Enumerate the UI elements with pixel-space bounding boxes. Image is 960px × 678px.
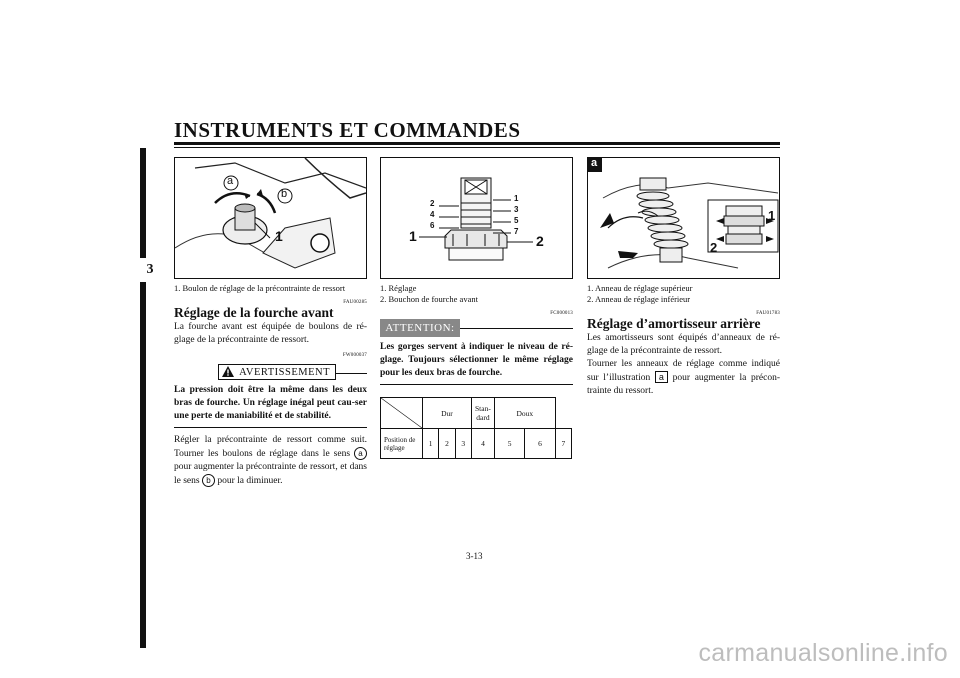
attention-label: ATTENTION: [380,319,460,337]
chapter-tab-bar [140,148,146,648]
figure-label-3: 3 [514,205,519,214]
figure-label-7: 7 [514,227,519,236]
boxed-a-icon: a [655,371,668,383]
section-heading: Réglage d’amortisseur arrière [587,316,761,331]
table-cell: 3 [455,429,471,459]
reference-code: FAU01783 [756,311,780,316]
figure-label-1-small: 1 [514,194,519,203]
procedure-text-1: Régler la précontrainte de ressort comme suit. Tourner les boulons de réglage dans le sens [174,435,367,459]
section-heading: Réglage de la fourche avant [174,305,334,320]
figure-label-2-large: 2 [536,233,544,249]
figure-label-4: 4 [430,210,435,219]
warning-header [174,362,367,384]
warning-code: FW000037 [342,353,367,358]
figure-caption-2: 2. Bouchon de fourche avant [380,294,478,304]
adjustment-table [380,397,572,459]
description-paragraph: Les amortisseurs sont équipés d’anneaux de ré-glage de la précontrainte de ressort. [587,333,780,356]
procedure-paragraph [174,434,367,488]
warning-text: La pression doit être la même dans les deux bras de fourche. Un réglage inégal peut cau-ser une perte de maniabilité et de stabilité. [174,385,367,421]
figure-label-5: 5 [514,216,519,225]
column-rear-shock [587,157,780,398]
table-cell: 2 [439,429,455,459]
figure-label-2: 2 [430,199,435,208]
figure-label-2: 2 [710,240,718,255]
page-title: INSTRUMENTS ET COMMANDES [174,118,521,142]
fork-cap-illustration [380,157,573,279]
procedure-text-1: Tourner les anneaux de réglage comme indiqué sur l’illustration [587,359,780,383]
circled-b-icon: b [202,474,215,487]
header-rule [174,142,780,145]
table-header-doux: Doux [494,398,555,429]
column-front-fork [174,157,367,488]
procedure-text-2: pour augmenter la précon-trainte du ressort. [587,373,780,396]
table-cell: 7 [555,429,571,459]
attention-text: Les gorges servent à indiquer le niveau de ré-glage. Toujours sélectionner le même réglage pour les deux bras de fourche. [380,342,573,378]
reference-code: FC000013 [550,311,573,316]
attention-rule [460,328,573,329]
table-header-standard: Stan-dard [471,398,494,429]
table-header-dur: Dur [423,398,472,429]
figure-label-a: a [227,175,234,187]
figure-caption-1: 1. Réglage [380,283,417,293]
attention-header [380,319,573,341]
page-number: 3-13 [466,551,483,561]
table-corner-cell [381,398,423,429]
table-row-label: Position de réglage [381,429,423,459]
chapter-number: 3 [140,258,160,282]
rear-shock-illustration [587,157,780,279]
column-fork-cap [380,157,573,459]
figure-label-b: b [281,188,288,200]
procedure-paragraph [587,358,780,398]
front-fork-bolt-illustration [174,157,367,279]
intro-paragraph: La fourche avant est équipée de boulons de ré-glage de la précontrainte de ressort. [174,322,367,345]
figure-label-a: a [591,157,598,169]
attention-end-rule [380,384,573,385]
warning-end-rule [174,427,367,428]
watermark: carmanualsonline.info [698,639,948,667]
figure-label-1: 1 [275,228,283,244]
figure-caption-1: 1. Anneau de réglage supérieur [587,283,693,293]
table-cell: 4 [471,429,494,459]
reference-code: FAU00285 [343,300,367,305]
circled-a-icon: a [354,447,367,460]
figure-label-1-large: 1 [409,228,417,244]
warning-rule [336,373,367,374]
table-cell: 5 [494,429,524,459]
procedure-text-3: pour la diminuer. [217,476,283,486]
figure-label-6: 6 [430,221,435,230]
warning-label: AVERTISSEMENT [218,364,336,380]
figure-caption-2: 2. Anneau de réglage inférieur [587,294,691,304]
warning-triangle-icon [222,366,234,377]
figure-caption: 1. Boulon de réglage de la précontrainte de ressort [174,283,346,293]
table-cell: 1 [423,429,439,459]
header-rule-thin [174,147,780,148]
procedure-text-2: pour augmenter la précontrainte de ressort, et dans le sens [174,462,367,486]
table-cell: 6 [525,429,555,459]
figure-label-1: 1 [768,208,776,223]
